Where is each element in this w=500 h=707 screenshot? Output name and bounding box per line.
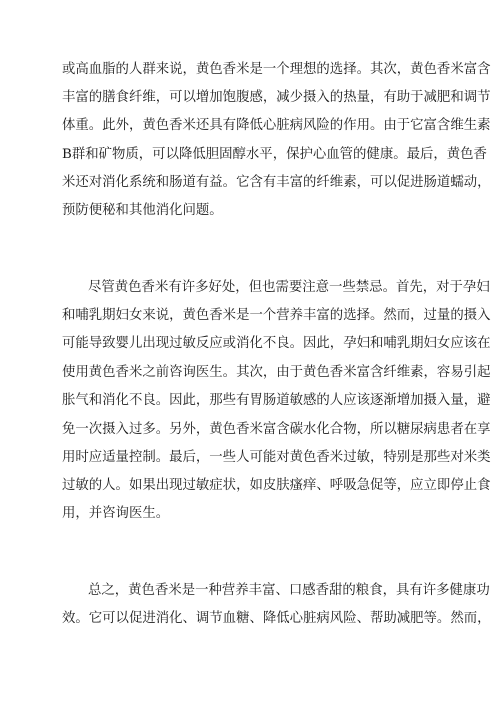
- paragraph-2-line-7: 用时应适量控制。最后，一些人可能对黄色香米过敏，特别是那些对米类: [62, 450, 491, 465]
- paragraph-2-line-3: 可能导致婴儿出现过敏反应或消化不良。因此，孕妇和哺乳期妇女应该在: [62, 336, 491, 351]
- paragraph-1-line-6: 预防便秘和其他消化问题。: [62, 203, 223, 218]
- paragraph-2-line-9: 用，并咨询医生。: [62, 506, 170, 521]
- paragraph-3-line-1: 总之，黄色香米是一种营养丰富、口感香甜的粮食，具有许多健康功: [88, 583, 490, 598]
- paragraph-3-line-2: 效。它可以促进消化、调节血糖、降低心脏病风险、帮助减肥等。然而，: [62, 611, 491, 626]
- paragraph-2-line-4: 使用黄色香米之前咨询医生。其次，由于黄色香米富含纤维素，容易引起: [62, 365, 491, 380]
- paragraph-1-line-1: 或高血脂的人群来说，黄色香米是一个理想的选择。其次，黄色香米富含: [62, 62, 491, 77]
- paragraph-1-line-3: 体重。此外，黄色香米还具有降低心脏病风险的作用。由于它富含维生素: [62, 118, 491, 133]
- paragraph-2-line-6: 免一次摄入过多。另外，黄色香米富含碳水化合物，所以糖尿病患者在享: [62, 422, 491, 437]
- paragraph-1-line-5: 米还对消化系统和肠道有益。它含有丰富的纤维素，可以促进肠道蠕动，: [62, 175, 491, 190]
- paragraph-2-line-2: 和哺乳期妇女来说，黄色香米是一个营养丰富的选择。然而，过量的摄入: [62, 308, 491, 323]
- paragraph-1-line-4: B群和矿物质，可以降低胆固醇水平，保护心血管的健康。最后，黄色香: [62, 147, 487, 162]
- paragraph-2-line-8: 过敏的人。如果出现过敏症状，如皮肤瘙痒、呼吸急促等，应立即停止食: [62, 478, 491, 493]
- paragraph-1-line-2: 丰富的膳食纤维，可以增加饱腹感，减少摄入的热量，有助于减肥和调节: [62, 90, 491, 105]
- paragraph-2-line-5: 胀气和消化不良。因此，那些有胃肠道敏感的人应该逐渐增加摄入量，避: [62, 393, 491, 408]
- paragraph-2-line-1: 尽管黄色香米有许多好处，但也需要注意一些禁忌。首先，对于孕妇: [88, 280, 490, 295]
